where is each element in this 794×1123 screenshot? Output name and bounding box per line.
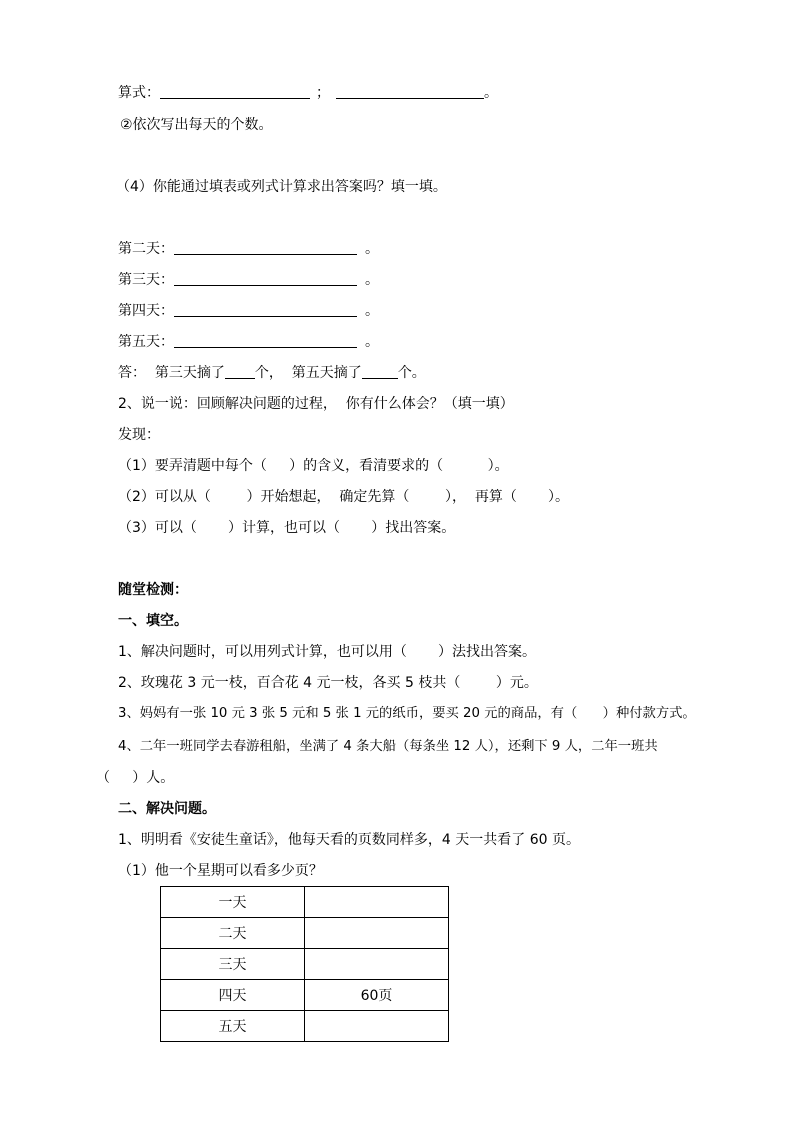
- table-day-cell: 三天: [161, 949, 305, 980]
- fill-question: 3、妈妈有一张 10 元 3 张 5 元和 5 张 1 元的纸币，要买 20 元的商品，有（ ）种付款方式。: [118, 706, 696, 721]
- table-row: [161, 980, 449, 1011]
- formula-label: 算式：: [118, 85, 160, 101]
- table-day-cell: 四天: [161, 980, 305, 1011]
- day-answer-blank[interactable]: [174, 285, 357, 286]
- table-pages-cell[interactable]: [305, 949, 449, 980]
- table-row: [161, 918, 449, 949]
- table-day-cell: 二天: [161, 918, 305, 949]
- question-daily-count: ②依次写出每天的个数。: [120, 117, 273, 133]
- answer-blank-day3[interactable]: [225, 378, 255, 379]
- table-day-cell: 一天: [161, 887, 305, 918]
- day-answer-blank[interactable]: [174, 316, 357, 317]
- day-line: [118, 333, 379, 351]
- answer-part-c: 个。: [397, 365, 426, 381]
- day-line: [118, 240, 379, 258]
- table-row: [161, 887, 449, 918]
- day-label: 第五天：: [118, 334, 174, 350]
- formula-blank-1[interactable]: [160, 98, 310, 99]
- problem-1: 1、明明看《安徒生童话》，他每天看的页数同样多，4 天一共看了 60 页。: [118, 832, 580, 848]
- problem-1-question-1: （1）他一个星期可以看多少页？: [118, 863, 323, 879]
- fill-question: 1、解决问题时，可以用列式计算，也可以用（ ）法找出答案。: [118, 644, 537, 660]
- discover-point: （3）可以（ ）计算，也可以（ ）找出答案。: [118, 520, 456, 536]
- table-pages-cell[interactable]: [305, 887, 449, 918]
- discover-point: （2）可以从（ ）开始想起， 确定先算（ ）， 再算（ ）。: [118, 489, 570, 505]
- day-end: 。: [365, 303, 379, 319]
- day-line: [118, 302, 379, 320]
- formula-end: 。: [484, 85, 498, 101]
- section-fill-title: 一、填空。: [118, 613, 188, 629]
- day-line: [118, 271, 379, 289]
- day-end: 。: [365, 272, 379, 288]
- say-question: 2、说一说：回顾解决问题的过程， 你有什么体会？（填一填）: [118, 396, 514, 412]
- quiz-title: 随堂检测：: [118, 582, 188, 598]
- day-answer-blank[interactable]: [174, 254, 357, 255]
- question-4: （4）你能通过填表或列式计算求出答案吗？填一填。: [116, 179, 447, 195]
- formula-separator: ；: [316, 85, 330, 101]
- day-label: 第四天：: [118, 303, 174, 319]
- answer-part-a: 答： 第三天摘了: [118, 365, 225, 381]
- table-pages-cell[interactable]: 60页: [305, 980, 449, 1011]
- formula-line: [118, 84, 498, 102]
- fill-question-continuation: （ ）人。: [96, 770, 175, 786]
- pages-table: [160, 886, 449, 1042]
- formula-blank-2[interactable]: [336, 98, 484, 99]
- section-solve-title: 二、解决问题。: [118, 801, 216, 817]
- day-label: 第三天：: [118, 272, 174, 288]
- day-end: 。: [365, 241, 379, 257]
- table-pages-cell[interactable]: [305, 918, 449, 949]
- answer-blank-day5[interactable]: [362, 378, 398, 379]
- fill-question: 2、玫瑰花 3 元一枝，百合花 4 元一枝，各买 5 枝共（ ）元。: [118, 675, 538, 691]
- answer-part-b: 个， 第五天摘了: [254, 365, 362, 381]
- discover-point: （1）要弄清题中每个（ ）的含义，看清要求的（ ）。: [118, 458, 509, 474]
- table-pages-cell[interactable]: [305, 1011, 449, 1042]
- day-end: 。: [365, 334, 379, 350]
- day-label: 第二天：: [118, 241, 174, 257]
- table-day-cell: 五天: [161, 1011, 305, 1042]
- discover-label: 发现：: [118, 427, 160, 443]
- table-row: [161, 1011, 449, 1042]
- fill-question: 4、二年一班同学去春游租船，坐满了 4 条大船（每条坐 12 人），还剩下 9 人，二年一班共: [118, 739, 658, 754]
- table-row: [161, 949, 449, 980]
- day-answer-blank[interactable]: [174, 347, 357, 348]
- answer-line: [118, 364, 426, 382]
